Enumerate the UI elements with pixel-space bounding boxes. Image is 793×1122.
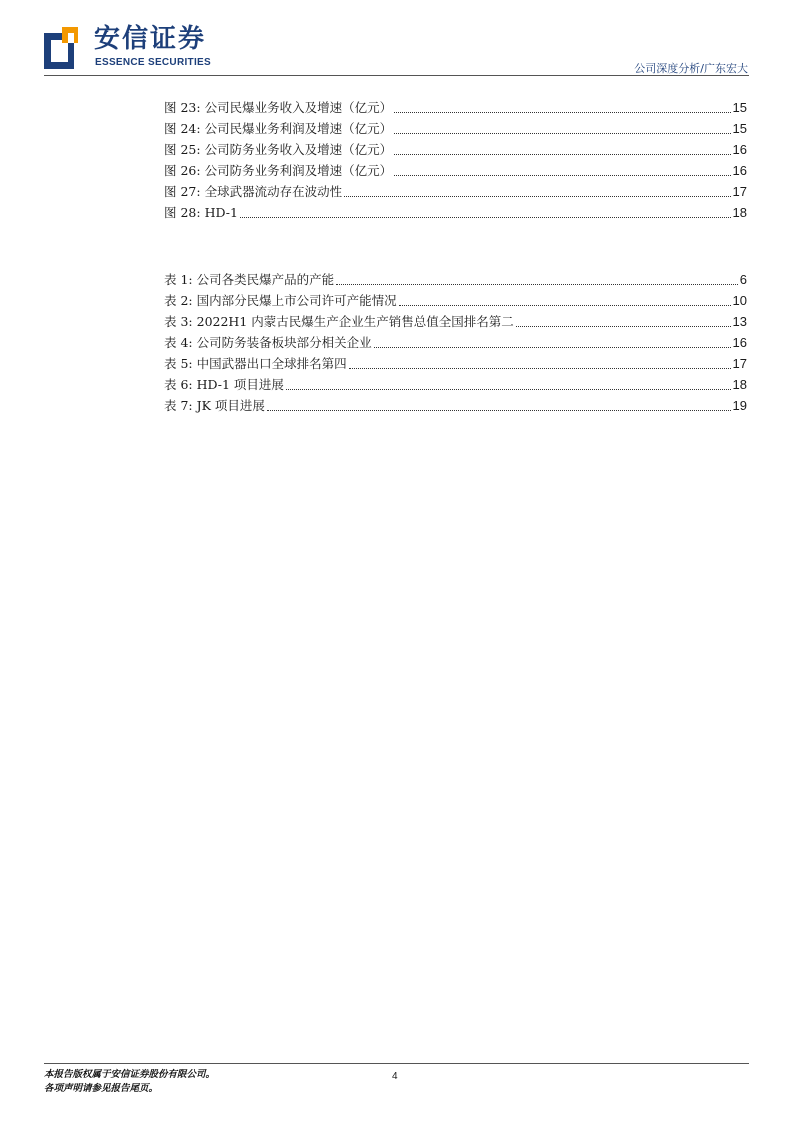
toc-entry-page: 15 bbox=[732, 121, 747, 136]
toc-entry-figure-25[interactable] bbox=[164, 139, 747, 160]
toc-entry-table-3[interactable] bbox=[164, 311, 747, 332]
header-divider bbox=[44, 75, 749, 76]
toc-entry-figure-23[interactable] bbox=[164, 97, 747, 118]
toc-entry-page: 6 bbox=[739, 272, 747, 287]
footer-disclaimer bbox=[44, 1068, 215, 1096]
report-tag: 公司深度分析/广东宏大 bbox=[634, 62, 748, 75]
toc-entry-title: 表 4: 公司防务装备板块部分相关企业 bbox=[164, 335, 372, 350]
toc-entry-title: 图 27: 全球武器流动存在波动性 bbox=[164, 184, 343, 199]
toc-entry-title: 表 2: 国内部分民爆上市公司许可产能情况 bbox=[164, 293, 397, 308]
dot-leader bbox=[516, 316, 731, 327]
brand-name-en: ESSENCE SECURITIES bbox=[95, 57, 211, 68]
toc-entry-table-5[interactable] bbox=[164, 353, 747, 374]
toc-entry-title: 表 6: HD-1 项目进展 bbox=[164, 377, 284, 392]
toc-entry-page: 18 bbox=[732, 377, 747, 392]
toc-entry-title: 表 1: 公司各类民爆产品的产能 bbox=[164, 272, 335, 287]
toc-entry-title: 表 3: 2022H1 内蒙古民爆生产企业生产销售总值全国排名第二 bbox=[164, 314, 514, 329]
toc-entry-page: 10 bbox=[732, 293, 747, 308]
toc-entry-page: 13 bbox=[732, 314, 747, 329]
toc-entry-table-4[interactable] bbox=[164, 332, 747, 353]
dot-leader bbox=[336, 274, 738, 285]
toc-entry-title: 图 28: HD-1 bbox=[164, 205, 238, 220]
toc-entry-page: 16 bbox=[732, 335, 747, 350]
footer-divider bbox=[44, 1063, 749, 1064]
dot-leader bbox=[394, 165, 730, 176]
toc-entry-page: 16 bbox=[732, 142, 747, 157]
dot-leader bbox=[394, 102, 730, 113]
essence-logo-icon bbox=[44, 27, 84, 71]
dot-leader bbox=[349, 358, 731, 369]
page-header bbox=[0, 0, 793, 78]
table-list bbox=[164, 269, 747, 416]
toc-entry-title: 表 5: 中国武器出口全球排名第四 bbox=[164, 356, 347, 371]
toc-entry-figure-28[interactable] bbox=[164, 202, 747, 223]
toc-entry-title: 表 7: JK 项目进展 bbox=[164, 398, 265, 413]
dot-leader bbox=[399, 295, 731, 306]
toc-entry-title: 图 25: 公司防务业务收入及增速（亿元） bbox=[164, 142, 393, 157]
toc-entry-page: 18 bbox=[732, 205, 747, 220]
brand-name-cn: 安信证券 bbox=[94, 24, 207, 54]
toc-entry-figure-24[interactable] bbox=[164, 118, 747, 139]
toc-entry-page: 19 bbox=[732, 398, 747, 413]
dot-leader bbox=[240, 207, 731, 218]
toc-entry-table-7[interactable] bbox=[164, 395, 747, 416]
toc-entry-title: 图 23: 公司民爆业务收入及增速（亿元） bbox=[164, 100, 393, 115]
figure-list bbox=[164, 97, 747, 223]
toc-entry-page: 16 bbox=[732, 163, 747, 178]
disclaimer-line: 本报告版权属于安信证券股份有限公司。 bbox=[44, 1069, 216, 1080]
dot-leader bbox=[267, 400, 731, 411]
toc-entry-page: 17 bbox=[732, 356, 747, 371]
dot-leader bbox=[344, 186, 730, 197]
page-number: 4 bbox=[392, 1071, 398, 1082]
toc-entry-figure-27[interactable] bbox=[164, 181, 747, 202]
toc-entry-page: 15 bbox=[732, 100, 747, 115]
toc-entry-table-2[interactable] bbox=[164, 290, 747, 311]
toc-entry-figure-26[interactable] bbox=[164, 160, 747, 181]
dot-leader bbox=[394, 123, 730, 134]
dot-leader bbox=[394, 144, 730, 155]
dot-leader bbox=[374, 337, 731, 348]
toc-entry-page: 17 bbox=[732, 184, 747, 199]
toc-entry-title: 图 24: 公司民爆业务利润及增速（亿元） bbox=[164, 121, 393, 136]
dot-leader bbox=[286, 379, 731, 390]
disclaimer-line: 各项声明请参见报告尾页。 bbox=[44, 1083, 159, 1094]
toc-entry-table-6[interactable] bbox=[164, 374, 747, 395]
toc-entry-title: 图 26: 公司防务业务利润及增速（亿元） bbox=[164, 163, 393, 178]
toc-entry-table-1[interactable] bbox=[164, 269, 747, 290]
